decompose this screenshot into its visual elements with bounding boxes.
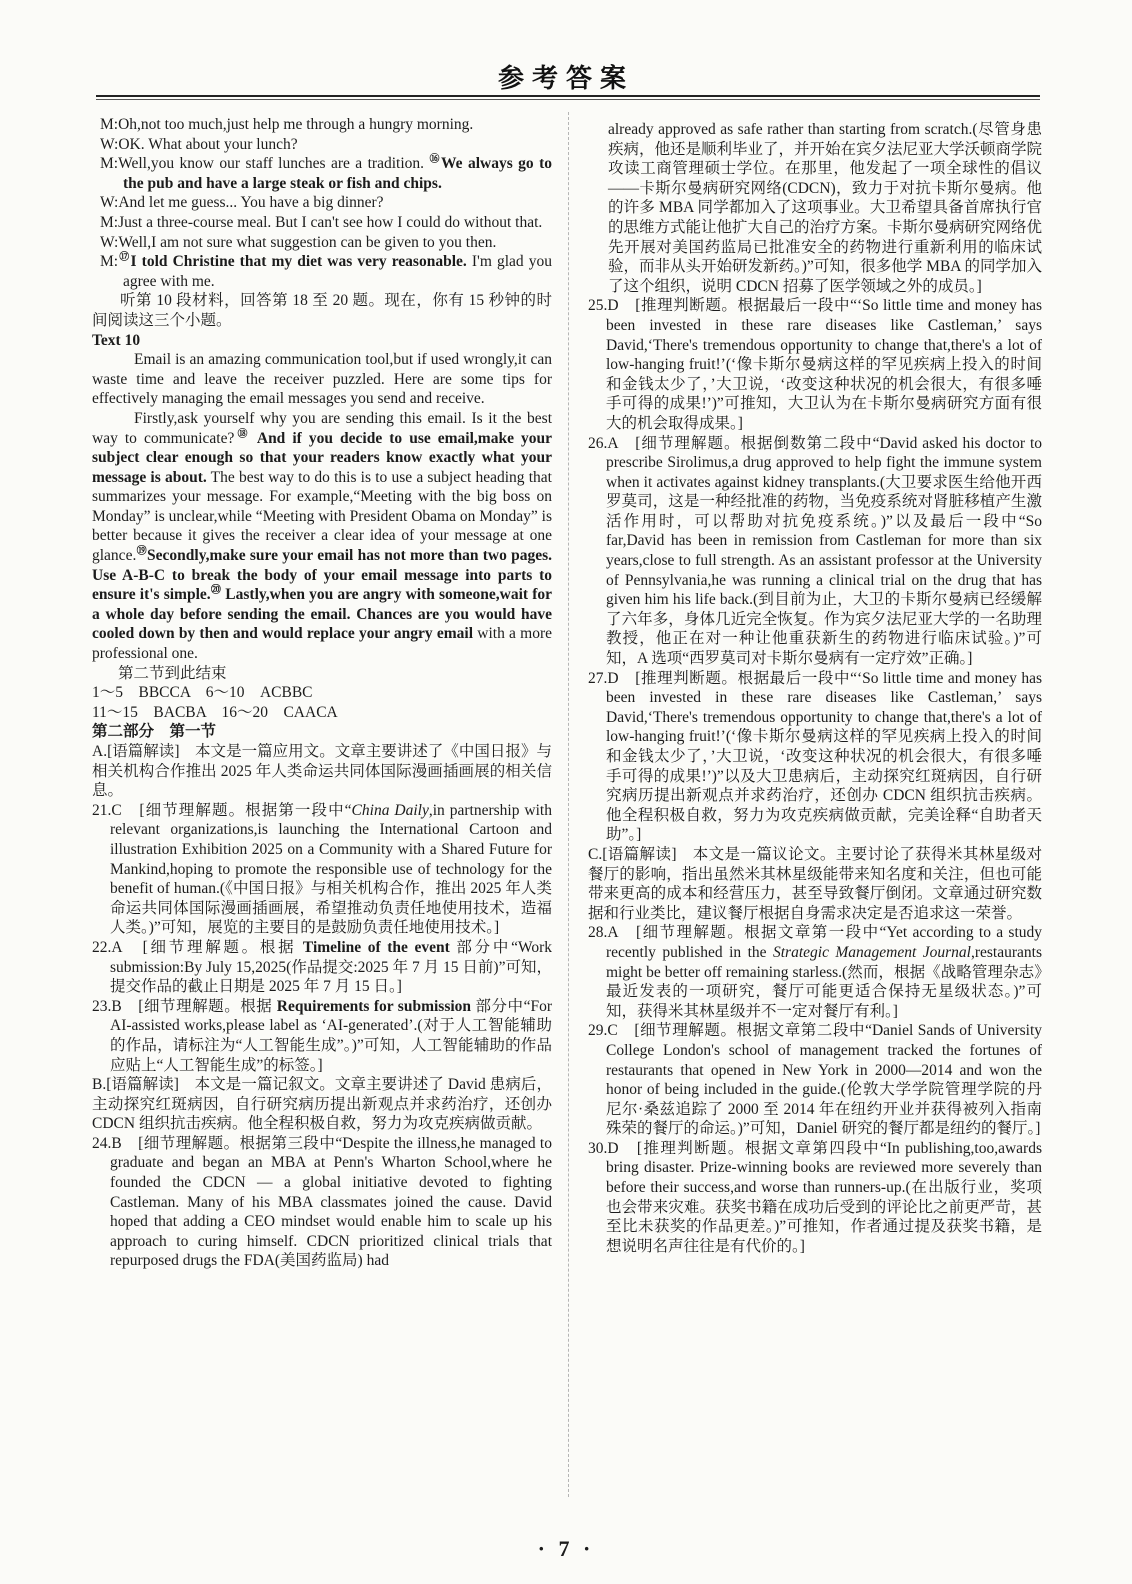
text-run: 听第 10 段材料，回答第 18 至 20 题。现在，你有 15 秒钟的时间阅读这三个小题。 — [92, 292, 552, 329]
text-run: 11～15 BACBA 16～20 CAACA — [92, 703, 338, 721]
page-number: · 7 · — [537, 1536, 595, 1561]
answer-item — [588, 669, 1042, 845]
question-marker: ⑲ — [136, 545, 148, 557]
text-run: 23.B [细节理解题。根据 — [92, 997, 277, 1015]
bold-text: And if you decide to use email,make your subject clear enough so that your readers know exactly what your message is about. — [92, 429, 552, 486]
text-heading — [92, 331, 552, 351]
text-run: The best way to do this is to use a subject heading that summarizes your message. For example,“Meeting with the big boss on Monday” is unclear,while “Meeting with President Obama on Monday” is better because it gives the receiver a clear idea of your message at one glance. — [92, 468, 552, 565]
answer-item — [92, 997, 552, 1075]
text-run: 21.C [细节理解题。根据第一段中“ — [92, 801, 352, 819]
answer-item — [588, 296, 1042, 433]
text-run: 26.A [细节理解题。根据倒数第二段中“David asked his doctor to prescribe Sirolimus,a drug approved to help fight the immune system when it activates against kidney transplants.(大卫要求医生给他开西罗莫司，这是一种经批准的药物，当免疫系统对肾脏移植产生激活作用时，可以帮助对抗免疫系统。)”以及最后一段中“So far,David has been in remission from Castleman for more than six years,close to full strength. As an assistant professor at the University of Pennsylvania,he was running a clinical trial on the drug that has given him his life back.(到目前为止，大卫的卡斯尔曼病已经缓解了六年多，身体几近完全恢复。作为宾夕法尼亚大学的一名助理教授，他正在对一种让他重获新生的药物进行临床试验。)”可知，A 选项“西罗莫司对卡斯尔曼病有一定疗效”正确。] — [588, 434, 1042, 668]
answer-item — [588, 923, 1042, 1021]
text-run: 24.B [细节理解题。根据第三段中“Despite the illness,he managed to graduate and began an MBA at Penn's Wharton School,where he founded the CDCN — a global initiative devoted to fighting Castleman. Many of his MBA classmates joined the cause. David hoped that adding a CEO mindset would enable him to scale up his approach to curing himself. CDCN prioritized clinical trials that repurposed drugs the FDA(美国药监局) had — [92, 1134, 552, 1270]
dialogue-line — [92, 115, 552, 135]
text-run: 22.A [细节理解题。根据 — [92, 938, 303, 956]
question-marker: ⑱ — [234, 428, 251, 440]
answer-item — [92, 1134, 552, 1271]
header-rule-thin — [96, 99, 1040, 100]
listening-instruction — [92, 291, 552, 330]
question-marker: ⑰ — [118, 252, 131, 263]
answer-item — [588, 1139, 1042, 1257]
text-run: 28.A [细节理解题。根据文章第一段中“Yet according to a study recently published in the — [588, 924, 1042, 961]
section-end-note — [92, 664, 552, 684]
dialogue-line — [92, 193, 552, 213]
text-run: 第二节到此结束 — [118, 664, 227, 682]
text-run: W:Well,I am not sure what suggestion can be given to you then. — [100, 233, 497, 251]
text-run: M: — [100, 253, 119, 271]
bold-text: Timeline of the event — [302, 938, 450, 956]
bold-text: Text 10 — [92, 331, 141, 349]
right-column — [588, 120, 1042, 1510]
bold-text: 第二部分 第一节 — [92, 723, 217, 741]
text-run: W:OK. What about your lunch? — [100, 135, 298, 153]
dialogue-line — [92, 233, 552, 253]
italic-text: China Daily — [351, 801, 429, 819]
reading-summary — [588, 845, 1042, 923]
text-run: W:And let me guess... You have a big dinner? — [100, 194, 384, 212]
header-rule — [96, 95, 1040, 97]
text-run: 25.D [推理判断题。根据最后一段中“‘So little time and money has been invested in these rare diseases like Castleman,’ says David,‘There's tremendous opportunity to change that,there's a lot of low-hanging fruit!’(‘像卡斯尔曼病这样的罕见疾病上投入的时间和金钱太少了，’大卫说，‘改变这种状况的机会很大，有很多唾手可得的成果!’)”可推知，大卫认为在卡斯尔曼病研究方面有很大的机会取得成果。] — [588, 297, 1042, 432]
italic-text: Strategic Management Journal — [772, 943, 971, 961]
answer-key-line — [92, 703, 552, 723]
section-heading — [92, 722, 552, 742]
text-run: 27.D [推理判断题。根据最后一段中“‘So little time and money has been invested in these rare diseases like Castleman,’ says David,‘There's tremendous opportunity to change that,there's a lot of low-hanging fruit!’(‘像卡斯尔曼病这样的罕见疾病上投入的时间和金钱太少了，’大卫说，‘改变这种状况的机会很大，有很多唾手可得的成果!’)”以及大卫患病后，主动探究红斑病因，自行研究病历提出新观点并求药治疗，还创办 CDCN 组织抗击疾病。他全程积极自救，努力为攻克疾病做贡献，完美诠释“自助者天助”。] — [588, 669, 1042, 844]
answer-item-continued — [588, 120, 1042, 296]
text-run: ,in partnership with relevant organizations,is launching the International Cartoon and illustration Exhibition 2025 on a Community with a Shared Future for Mankind,hoping to promote the responsible use of technology for the benefit of human.(《中国日报》与相关机构合作，推出 2025 年人类命运共同体国际漫画插画展，希望推动负责任地使用技术，造福人类。)”可知，展览的主要目的是鼓励负责任地使用技术。] — [110, 801, 552, 937]
dialogue-line — [92, 213, 552, 233]
answer-item — [588, 1021, 1042, 1139]
text-run: 29.C [细节理解题。根据文章第二段中“Daniel Sands of University College London's school of management tracked the fortunes of restaurants that opened in New York in 2000—2014 and won the honor of being included in the guide.(伦敦大学学院管理学院的丹尼尔·桑兹追踪了 2000 至 2014 年在纽约开业并获得被列入指南殊荣的餐厅的命运。)”可知，Daniel 研究的餐厅都是纽约的餐厅。] — [588, 1022, 1042, 1138]
text-run: 1～5 BBCCA 6～10 ACBBC — [92, 684, 313, 702]
text-run: 30.D [推理判断题。根据文章第四段中“In publishing,too,awards bring disaster. Prize-winning books are reviewed more severely than before their success,and worse than runners-up.(在出版行业，奖项也会带来灾难。获奖书籍在成功后受到的评论比之前更严苛，甚至比未获奖的作品更差。)”可推知，作者通过提及获奖书籍，是想说明名声往往是有代价的。] — [588, 1139, 1042, 1255]
left-column — [92, 115, 552, 1505]
question-marker: ⑯ — [429, 154, 441, 166]
dialogue-line — [92, 135, 552, 155]
passage-paragraph — [92, 350, 552, 409]
bold-text: We always go to the pub and have a large steak or fish and chips. — [123, 155, 552, 192]
text-run: already approved as safe rather than starting from scratch.(尽管身患疾病，他还是顺利毕业了，并开始在宾夕法尼亚大学沃顿商学院攻读工商管理硕士学位。在那里，他发起了一项全球性的倡议——卡斯尔曼病研究网络(CDCN)，致力于对抗卡斯尔曼病。他的许多 MBA 同学都加入了这项事业。大卫希望具备首席执行官的思维方式能让他扩大自己的治疗方案。卡斯尔曼病研究网络优先开展对美国药监局已批准安全的药物进行重新利用的临床试验，而非从头开始研发新药。)”可知，很多他学 MBA 的同学加入了这个组织，说明 CDCN 招募了医学领域之外的成员。] — [608, 121, 1042, 295]
bold-text: I told Christine that my diet was very reasonable. — [130, 253, 467, 271]
text-run: 部分中“Work submission:By July 15,2025(作品提交:2025 年 7 月 15 日前)”可知，提交作品的截止日期是 2025 年 7 月 15 日。] — [110, 938, 552, 996]
reading-summary — [92, 1075, 552, 1134]
text-run: with a more professional one. — [92, 625, 552, 663]
text-run: M:Oh,not too much,just help me through a hungry morning. — [100, 116, 474, 133]
text-run: M:Well,you know our staff lunches are a tradition. — [100, 155, 430, 173]
answer-item — [588, 434, 1042, 669]
bold-text: Secondly,make sure your email has not more than two pages. Use A-B-C to break the body of your email message into parts to ensure it's simple. — [92, 547, 552, 604]
answer-item — [92, 801, 552, 938]
dialogue-line — [92, 252, 552, 291]
answer-item — [92, 938, 552, 997]
text-run: C.[语篇解读] 本文是一篇议论文。主要讨论了获得米其林星级对餐厅的影响，指出虽然米其林星级能带来知名度和关注，但也可能带来更高的成本和经营压力，甚至导致餐厅倒闭。文章通过研究数据和行业类比，建议餐厅根据自身需求决定是否追求这一荣誉。 — [588, 845, 1042, 922]
text-run: I'm glad you agree with me. — [123, 253, 552, 290]
text-run: ,restaurants might be better off remaining starless.(然而，根据《战略管理杂志》最近发表的一项研究，餐厅可能更适合保持无星级状态。)”可知，获得米其林星级并不一定对餐厅有利。] — [606, 943, 1042, 1020]
dialogue-line — [92, 154, 552, 193]
passage-paragraph — [92, 409, 552, 664]
page-title: 参考答案 — [497, 64, 634, 94]
bold-text: Requirements for submission — [276, 997, 472, 1015]
reading-summary — [92, 742, 552, 801]
text-run: Firstly,ask yourself why you are sending this email. Is it the best way to communicate? — [92, 409, 552, 447]
bold-text: Lastly,when you are angry with someone,wait for a whole day before sending the email. Chances are you would have cooled down by then and would replace your angry email — [92, 586, 552, 643]
text-run: M:Just a three-course meal. But I can't see how I could do without that. — [100, 213, 543, 231]
text-run: A.[语篇解读] 本文是一篇应用文。文章主要讲述了《中国日报》与相关机构合作推出 2025 年人类命运共同体国际漫画插画展的相关信息。 — [92, 743, 552, 800]
text-run: 部分中“For AI-assisted works,please label as ‘AI-generated’.(对于人工智能辅助的作品，请标注为“人工智能生成”。)”可知，人工智能辅助的作品应贴上“人工智能生成”的标签。] — [110, 997, 552, 1074]
column-divider — [568, 112, 569, 1497]
question-marker: ⑳ — [210, 585, 222, 597]
text-run: Email is an amazing communication tool,but if used wrongly,it can waste time and leave the receiver puzzled. Here are some tips for effectively managing the email messages you send and receive. — [92, 351, 552, 408]
answer-key-line — [92, 683, 552, 703]
text-run: B.[语篇解读] 本文是一篇记叙文。文章主要讲述了 David 患病后，主动探究红斑病因，自行研究病历提出新观点并求药治疗，还创办 CDCN 组织抗击疾病。他全程积极自救，努力为攻克疾病做贡献。 — [92, 1076, 552, 1133]
